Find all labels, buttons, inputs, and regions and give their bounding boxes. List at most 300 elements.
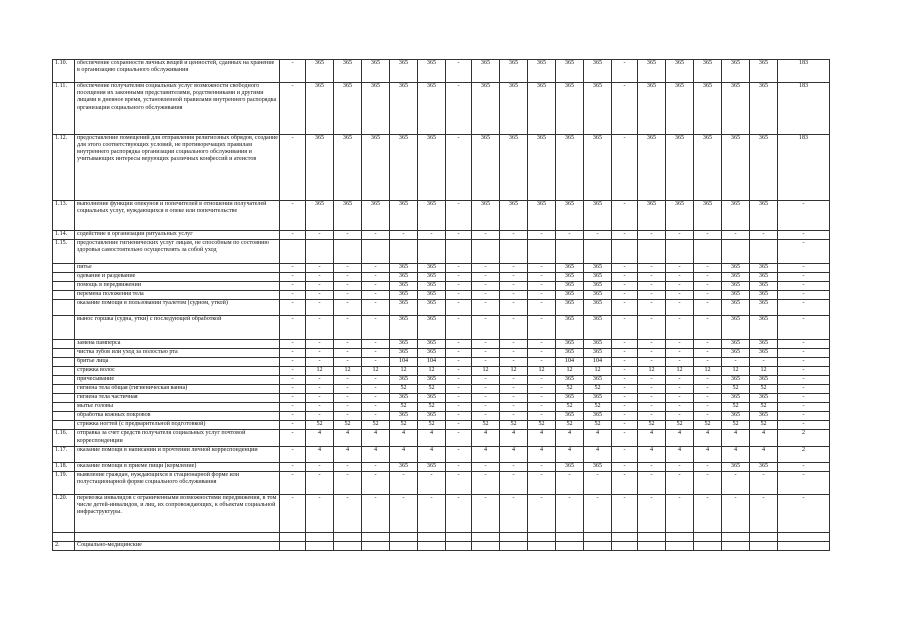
- value-cell: 365: [584, 394, 612, 403]
- value-cell: 4: [472, 446, 500, 462]
- value-cell: -: [528, 263, 556, 272]
- value-cell: 52: [306, 421, 334, 430]
- value-cell: 52: [722, 403, 750, 412]
- value-cell: -: [528, 290, 556, 299]
- table-row: [53, 403, 830, 412]
- value-cell: [362, 541, 390, 550]
- value-cell: -: [280, 366, 306, 375]
- value-cell: [584, 541, 612, 550]
- value-cell: -: [612, 231, 638, 240]
- value-cell: -: [638, 495, 666, 533]
- value-cell: [446, 541, 472, 550]
- value-cell: 365: [418, 272, 446, 281]
- value-cell: -: [528, 462, 556, 471]
- value-cell: -: [666, 300, 694, 316]
- value-cell: -: [750, 231, 778, 240]
- value-cell: -: [390, 471, 418, 494]
- service-name: мытье головы: [75, 403, 280, 412]
- value-cell: 365: [390, 60, 418, 83]
- value-cell: 365: [390, 339, 418, 348]
- value-cell: 365: [722, 462, 750, 471]
- value-cell: 365: [418, 200, 446, 230]
- service-name: предоставление помещений для отправления религиозных обрядов, создание для этого соответствующих условий, не противоречащих правилам внутреннего распорядка организации социального обслуживания и учитывающих интересы верующих различных конфессий и атеистов: [75, 134, 280, 200]
- table-row: [53, 200, 830, 230]
- value-cell: -: [778, 316, 830, 339]
- table-row: [53, 375, 830, 384]
- value-cell: -: [612, 375, 638, 384]
- row-number: 1.17.: [53, 446, 75, 462]
- value-cell: 365: [500, 134, 528, 200]
- value-cell: 365: [418, 263, 446, 272]
- value-cell: 12: [306, 366, 334, 375]
- value-cell: -: [612, 300, 638, 316]
- value-cell: [612, 532, 638, 541]
- value-cell: 365: [722, 281, 750, 290]
- value-cell: 365: [584, 375, 612, 384]
- value-cell: -: [334, 357, 362, 366]
- value-cell: -: [446, 263, 472, 272]
- value-cell: -: [446, 348, 472, 357]
- value-cell: -: [750, 471, 778, 494]
- value-cell: [556, 532, 584, 541]
- value-cell: 52: [750, 421, 778, 430]
- value-cell: 104: [418, 357, 446, 366]
- value-cell: -: [528, 272, 556, 281]
- value-cell: -: [280, 471, 306, 494]
- service-name: стрижка ногтей (с предварительной подготовкой): [75, 421, 280, 430]
- value-cell: 365: [556, 200, 584, 230]
- value-cell: [638, 240, 666, 263]
- value-cell: -: [666, 462, 694, 471]
- value-cell: [390, 532, 418, 541]
- value-cell: 52: [334, 421, 362, 430]
- value-cell: -: [472, 272, 500, 281]
- value-cell: 365: [418, 412, 446, 421]
- value-cell: 365: [390, 263, 418, 272]
- value-cell: -: [638, 339, 666, 348]
- value-cell: -: [280, 348, 306, 357]
- value-cell: 4: [390, 430, 418, 446]
- value-cell: 52: [390, 384, 418, 393]
- table-row: [53, 394, 830, 403]
- value-cell: 365: [500, 200, 528, 230]
- value-cell: -: [528, 412, 556, 421]
- value-cell: -: [778, 357, 830, 366]
- value-cell: -: [500, 231, 528, 240]
- value-cell: 365: [556, 375, 584, 384]
- value-cell: -: [694, 272, 722, 281]
- value-cell: 4: [472, 430, 500, 446]
- value-cell: 12: [584, 366, 612, 375]
- value-cell: [446, 532, 472, 541]
- value-cell: -: [638, 263, 666, 272]
- value-cell: -: [472, 263, 500, 272]
- value-cell: 52: [390, 421, 418, 430]
- value-cell: -: [334, 348, 362, 357]
- value-cell: 365: [584, 263, 612, 272]
- value-cell: 365: [500, 60, 528, 83]
- service-name: замена памперса: [75, 339, 280, 348]
- value-cell: -: [472, 300, 500, 316]
- value-cell: -: [418, 471, 446, 494]
- value-cell: -: [528, 281, 556, 290]
- value-cell: -: [334, 300, 362, 316]
- value-cell: -: [280, 357, 306, 366]
- value-cell: -: [694, 471, 722, 494]
- value-cell: -: [306, 357, 334, 366]
- row-number: [53, 272, 75, 281]
- value-cell: -: [722, 231, 750, 240]
- value-cell: 12: [334, 366, 362, 375]
- value-cell: 365: [638, 200, 666, 230]
- value-cell: 12: [638, 366, 666, 375]
- value-cell: 52: [472, 421, 500, 430]
- value-cell: [694, 240, 722, 263]
- value-cell: 365: [584, 134, 612, 200]
- value-cell: [750, 532, 778, 541]
- value-cell: -: [612, 357, 638, 366]
- value-cell: -: [280, 412, 306, 421]
- value-cell: [334, 532, 362, 541]
- service-name: вынос горшка (судна, утки) с последующей обработкой: [75, 316, 280, 339]
- value-cell: 4: [334, 430, 362, 446]
- value-cell: -: [666, 394, 694, 403]
- value-cell: 4: [722, 430, 750, 446]
- value-cell: -: [722, 495, 750, 533]
- value-cell: [556, 541, 584, 550]
- value-cell: -: [528, 394, 556, 403]
- value-cell: -: [612, 462, 638, 471]
- value-cell: -: [778, 290, 830, 299]
- value-cell: 365: [556, 272, 584, 281]
- value-cell: -: [584, 231, 612, 240]
- value-cell: -: [778, 375, 830, 384]
- value-cell: -: [722, 471, 750, 494]
- value-cell: 365: [722, 316, 750, 339]
- value-cell: -: [306, 339, 334, 348]
- value-cell: 4: [638, 446, 666, 462]
- value-cell: -: [528, 384, 556, 393]
- row-number: [53, 316, 75, 339]
- value-cell: 4: [722, 446, 750, 462]
- value-cell: 365: [306, 200, 334, 230]
- value-cell: -: [472, 231, 500, 240]
- value-cell: -: [528, 300, 556, 316]
- row-number: [53, 348, 75, 357]
- value-cell: -: [306, 300, 334, 316]
- value-cell: [722, 240, 750, 263]
- value-cell: 365: [418, 348, 446, 357]
- value-cell: -: [528, 495, 556, 533]
- value-cell: -: [778, 394, 830, 403]
- value-cell: 365: [390, 83, 418, 135]
- value-cell: -: [638, 357, 666, 366]
- row-number: [53, 357, 75, 366]
- value-cell: 365: [556, 316, 584, 339]
- value-cell: 4: [584, 446, 612, 462]
- value-cell: 365: [472, 134, 500, 200]
- value-cell: -: [500, 290, 528, 299]
- value-cell: -: [280, 134, 306, 200]
- table-row: [53, 446, 830, 462]
- value-cell: -: [500, 412, 528, 421]
- value-cell: -: [778, 339, 830, 348]
- value-cell: 365: [722, 83, 750, 135]
- value-cell: -: [638, 403, 666, 412]
- value-cell: 365: [528, 83, 556, 135]
- value-cell: -: [778, 421, 830, 430]
- value-cell: 365: [584, 200, 612, 230]
- value-cell: 365: [638, 60, 666, 83]
- value-cell: -: [334, 412, 362, 421]
- value-cell: -: [528, 316, 556, 339]
- value-cell: -: [500, 300, 528, 316]
- value-cell: -: [390, 495, 418, 533]
- value-cell: -: [666, 281, 694, 290]
- table-row: [53, 421, 830, 430]
- value-cell: 365: [528, 134, 556, 200]
- service-name: стрижка волос: [75, 366, 280, 375]
- value-cell: 365: [334, 200, 362, 230]
- value-cell: -: [778, 231, 830, 240]
- value-cell: 52: [722, 421, 750, 430]
- value-cell: -: [472, 495, 500, 533]
- value-cell: 365: [666, 134, 694, 200]
- table-row: [53, 339, 830, 348]
- value-cell: -: [418, 231, 446, 240]
- value-cell: [528, 532, 556, 541]
- value-cell: -: [638, 384, 666, 393]
- value-cell: [334, 240, 362, 263]
- value-cell: 365: [418, 83, 446, 135]
- value-cell: [612, 541, 638, 550]
- value-cell: 365: [750, 375, 778, 384]
- value-cell: 365: [418, 290, 446, 299]
- value-cell: -: [280, 316, 306, 339]
- value-cell: 365: [390, 316, 418, 339]
- value-cell: -: [638, 462, 666, 471]
- value-cell: 4: [584, 430, 612, 446]
- value-cell: -: [556, 495, 584, 533]
- value-cell: -: [280, 281, 306, 290]
- value-cell: -: [446, 394, 472, 403]
- value-cell: 365: [418, 300, 446, 316]
- value-cell: -: [778, 471, 830, 494]
- value-cell: -: [666, 403, 694, 412]
- value-cell: [666, 541, 694, 550]
- value-cell: -: [362, 375, 390, 384]
- row-number: [53, 281, 75, 290]
- value-cell: [528, 541, 556, 550]
- value-cell: -: [528, 357, 556, 366]
- value-cell: -: [280, 495, 306, 533]
- value-cell: [694, 532, 722, 541]
- value-cell: 365: [750, 394, 778, 403]
- value-cell: [306, 532, 334, 541]
- service-name: содействие в организации ритуальных услуг: [75, 231, 280, 240]
- value-cell: 4: [638, 430, 666, 446]
- value-cell: -: [638, 348, 666, 357]
- value-cell: -: [446, 316, 472, 339]
- table-row: [53, 240, 830, 263]
- value-cell: 365: [722, 394, 750, 403]
- value-cell: [280, 240, 306, 263]
- value-cell: [472, 532, 500, 541]
- value-cell: -: [306, 394, 334, 403]
- value-cell: 365: [362, 60, 390, 83]
- value-cell: 365: [362, 83, 390, 135]
- value-cell: -: [694, 316, 722, 339]
- row-number: 1.11.: [53, 83, 75, 135]
- value-cell: 365: [584, 462, 612, 471]
- value-cell: 183: [778, 60, 830, 83]
- value-cell: -: [778, 412, 830, 421]
- value-cell: -: [778, 403, 830, 412]
- value-cell: -: [666, 263, 694, 272]
- value-cell: -: [446, 339, 472, 348]
- value-cell: -: [306, 462, 334, 471]
- value-cell: -: [584, 471, 612, 494]
- value-cell: 365: [722, 348, 750, 357]
- value-cell: -: [472, 348, 500, 357]
- value-cell: 12: [472, 366, 500, 375]
- value-cell: 365: [556, 281, 584, 290]
- row-number: [53, 339, 75, 348]
- value-cell: -: [612, 316, 638, 339]
- value-cell: 365: [334, 60, 362, 83]
- value-cell: 12: [750, 366, 778, 375]
- row-number: 1.16.: [53, 430, 75, 446]
- table-row: [53, 348, 830, 357]
- value-cell: -: [612, 430, 638, 446]
- row-number: [53, 384, 75, 393]
- value-cell: -: [280, 272, 306, 281]
- table-row: [53, 231, 830, 240]
- service-name: одевание и раздевание: [75, 272, 280, 281]
- value-cell: -: [694, 375, 722, 384]
- row-number: 1.13.: [53, 200, 75, 230]
- value-cell: 365: [750, 60, 778, 83]
- value-cell: -: [362, 339, 390, 348]
- value-cell: -: [612, 495, 638, 533]
- value-cell: -: [362, 263, 390, 272]
- row-number: 1.15.: [53, 240, 75, 263]
- value-cell: -: [694, 357, 722, 366]
- value-cell: 52: [666, 421, 694, 430]
- services-table: [52, 59, 830, 551]
- value-cell: 52: [528, 421, 556, 430]
- value-cell: 52: [584, 421, 612, 430]
- row-number: [53, 375, 75, 384]
- value-cell: 365: [390, 200, 418, 230]
- value-cell: [500, 240, 528, 263]
- value-cell: 365: [722, 339, 750, 348]
- value-cell: -: [446, 200, 472, 230]
- value-cell: 4: [418, 430, 446, 446]
- value-cell: -: [446, 471, 472, 494]
- value-cell: -: [528, 348, 556, 357]
- row-number: 1.12.: [53, 134, 75, 200]
- value-cell: 2: [778, 430, 830, 446]
- value-cell: -: [280, 60, 306, 83]
- value-cell: -: [500, 281, 528, 290]
- value-cell: -: [666, 231, 694, 240]
- value-cell: -: [694, 290, 722, 299]
- value-cell: -: [666, 357, 694, 366]
- value-cell: -: [446, 231, 472, 240]
- value-cell: 365: [556, 134, 584, 200]
- value-cell: -: [612, 263, 638, 272]
- value-cell: -: [306, 281, 334, 290]
- value-cell: -: [446, 430, 472, 446]
- value-cell: 365: [638, 83, 666, 135]
- value-cell: -: [612, 403, 638, 412]
- value-cell: [418, 532, 446, 541]
- value-cell: -: [612, 272, 638, 281]
- value-cell: 365: [418, 134, 446, 200]
- value-cell: -: [446, 272, 472, 281]
- value-cell: 365: [750, 290, 778, 299]
- value-cell: -: [280, 430, 306, 446]
- value-cell: -: [666, 290, 694, 299]
- services-table-body: [53, 60, 830, 551]
- value-cell: -: [280, 421, 306, 430]
- value-cell: 365: [694, 134, 722, 200]
- service-name: перемена положения тела: [75, 290, 280, 299]
- value-cell: [306, 240, 334, 263]
- row-number: [53, 412, 75, 421]
- value-cell: -: [500, 375, 528, 384]
- value-cell: -: [334, 316, 362, 339]
- table-row: [53, 316, 830, 339]
- value-cell: 12: [528, 366, 556, 375]
- value-cell: 365: [584, 83, 612, 135]
- value-cell: -: [334, 272, 362, 281]
- value-cell: 365: [418, 60, 446, 83]
- value-cell: 365: [750, 300, 778, 316]
- value-cell: 365: [418, 375, 446, 384]
- value-cell: -: [280, 339, 306, 348]
- value-cell: -: [472, 471, 500, 494]
- value-cell: -: [694, 412, 722, 421]
- value-cell: -: [500, 357, 528, 366]
- value-cell: -: [362, 290, 390, 299]
- value-cell: -: [306, 471, 334, 494]
- value-cell: -: [612, 471, 638, 494]
- value-cell: -: [612, 83, 638, 135]
- value-cell: -: [446, 366, 472, 375]
- value-cell: -: [334, 403, 362, 412]
- value-cell: 52: [362, 421, 390, 430]
- value-cell: -: [362, 300, 390, 316]
- value-cell: -: [612, 60, 638, 83]
- value-cell: -: [334, 384, 362, 393]
- value-cell: -: [500, 384, 528, 393]
- value-cell: -: [446, 375, 472, 384]
- value-cell: 365: [694, 60, 722, 83]
- value-cell: 365: [390, 134, 418, 200]
- value-cell: -: [472, 290, 500, 299]
- value-cell: -: [500, 263, 528, 272]
- value-cell: [280, 532, 306, 541]
- value-cell: -: [280, 446, 306, 462]
- value-cell: 4: [528, 446, 556, 462]
- value-cell: -: [446, 281, 472, 290]
- value-cell: [306, 541, 334, 550]
- value-cell: 365: [556, 412, 584, 421]
- value-cell: 52: [694, 421, 722, 430]
- value-cell: -: [334, 231, 362, 240]
